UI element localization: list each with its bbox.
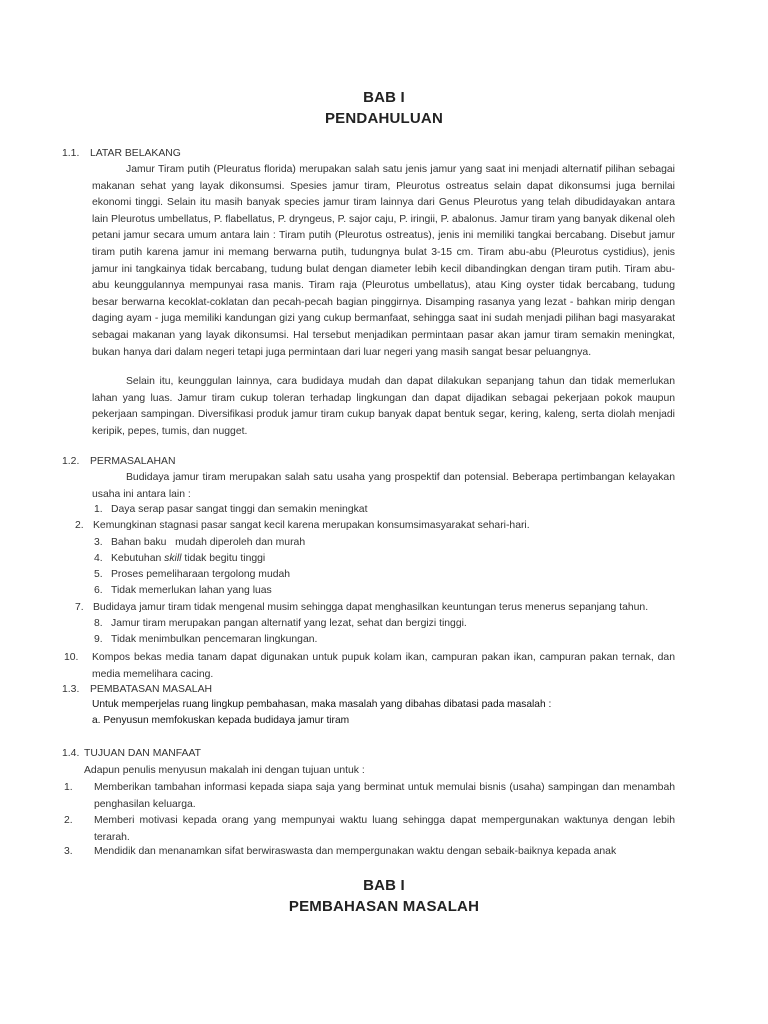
list-item: 4. Kebutuhan skill tidak begitu tinggi: [94, 553, 266, 564]
paragraph-text: Adapun penulis menyusun makalah ini dengan tujuan untuk :: [84, 765, 365, 776]
list-item: 1. Daya serap pasar sangat tinggi dan semakin meningkat: [94, 504, 368, 515]
list-item: 8. Jamur tiram merupakan pangan alternatif yang lezat, sehat dan bergizi tinggi.: [94, 618, 467, 629]
section-number: 1.4.: [62, 748, 80, 759]
section-title: LATAR BELAKANG: [90, 148, 181, 159]
chapter-label: BAB I: [363, 877, 405, 894]
chapter-title: PEMBAHASAN MASALAH: [288, 898, 480, 915]
section-number: 1.1.: [62, 148, 80, 159]
chapter-title: PENDAHULUAN: [324, 110, 444, 127]
section-number: 1.2.: [62, 456, 80, 467]
paragraph-text: a. Penyusun memfokuskan kepada budidaya jamur tiram: [92, 715, 350, 726]
section-title: TUJUAN DAN MANFAAT: [84, 748, 201, 759]
section-title: PERMASALAHAN: [90, 456, 176, 467]
paragraph: [92, 162, 675, 361]
section-heading-1-3: [62, 684, 212, 695]
section-heading-1-2: [62, 456, 175, 467]
list-item: 10. Kompos bekas media tanam dapat digunakan untuk pupuk kolam ikan, campuran pakan ikan, campuran pakan ternak, dan media memelihara cacing.: [64, 652, 675, 680]
paragraph-text: Untuk memperjelas ruang lingkup pembahasan, maka masalah yang dibahas dibatasi pada masalah :: [92, 699, 552, 710]
list-item: 9. Tidak menimbulkan pencemaran lingkungan.: [94, 634, 318, 645]
list-item: 3. Bahan baku mudah diperoleh dan murah: [94, 537, 306, 548]
list-item: 6. Tidak memerlukan lahan yang luas: [94, 585, 272, 596]
chapter-label: BAB I: [363, 89, 405, 106]
section-number: 1.3.: [62, 684, 80, 695]
list-item: 1. Memberikan tambahan informasi kepada siapa saja yang berminat untuk memulai bisnis (usaha) sampingan dan menambah penghasilan keluarga.: [64, 782, 675, 810]
paragraph-text: Selain itu, keunggulan lainnya, cara budidaya mudah dan dapat dilakukan sepanjang tahun dan tidak memerlukan lahan yang luas. Jamur tiram cukup toleran terhadap lingkungan dan dapat dijadikan sebagai pekerjaan pokok maupun pekerjaan sampingan. Diversifikasi produk jamur tiram cukup banyak dapat bentuk segar, kering, kaleng, serta diolah menjadi keripik, pepes, tumis, dan nugget.: [92, 376, 675, 437]
list-item: 7. Budidaya jamur tiram tidak mengenal musim sehingga dapat menghasilkan keuntungan terus menerus sepanjang tahun.: [75, 602, 649, 613]
list-item: 2. Kemungkinan stagnasi pasar sangat kecil karena merupakan konsumsimasyarakat sehari-hari.: [75, 520, 530, 531]
paragraph-text: Jamur Tiram putih (Pleuratus florida) merupakan salah satu jenis jamur yang saat ini menjadi alternatif pilihan sebagai makanan sehat yang layak dikonsumsi. Spesies jamur tiram, Pleurotus ostreatus selain dapat dikonsumsi juga bernilai ekonomi tinggi. Selain itu masih banyak species jamur tiram lainnya dari Genus Pleurotus yang telah dibudidayakan antara lain Pleurotus umbellatus, P. flabellatus, P. dryngeus, P. sajor caju, P. iringii, P. abalonus. Jamur tiram yang banyak dikenal oleh petani jamur secara umum antara lain : Tiram putih (Pleurotus ostreatus), jenis ini memiliki tangkai bercabang. Disebut jamur tiram putih karena jamur ini memang berwarna putih, tudungnya bulat 3-15 cm. Tiram abu-abu (Pleurotus cystidius), jenis jamur ini tangkainya tidak bercabang, tudung bulat dengan diameter lebih kecil dibandingkan dengan tiram putih. Tiram abu-abu keunggulannya mempunyai rasa manis. Tiram raja (Pleurotus umbellatus), atau King oyster tidak bercabang, tudung besar berwarna kecoklat-coklatan dan pecah-pecah bagian pinggirnya. Disamping rasanya yang lezat - bahkan mirip dengan daging ayam - juga memiliki kandungan gizi yang cukup bermanfaat, sehingga saat ini sudah menjadi pilihan bagi masyarakat sebagai makanan yang layak dikonsumsi. Hal tersebut menjadikan permintaan pasar akan jamur tiram semakin meningkat, bukan hanya dari dalam negeri tetapi juga permintaan dari luar negeri yang masih sangat besar peluangnya.: [92, 164, 675, 358]
paragraph: [92, 374, 675, 440]
section-heading-1-4: [62, 748, 201, 759]
list-item: 5. Proses pemeliharaan tergolong mudah: [94, 569, 291, 580]
paragraph: [92, 470, 675, 503]
section-heading-1-1: [62, 148, 181, 159]
list-item: 2. Memberi motivasi kepada orang yang mempunyai waktu luang sehingga dapat mempergunakan waktunya dengan lebih terarah.: [64, 815, 675, 843]
list-item: 3. Mendidik dan menanamkan sifat berwiraswasta dan mempergunakan waktu dengan sebaik-baiknya kepada anak: [64, 846, 617, 857]
section-title: PEMBATASAN MASALAH: [90, 684, 213, 695]
paragraph-text: Budidaya jamur tiram merupakan salah satu usaha yang prospektif dan potensial. Beberapa pertimbangan kelayakan usaha ini antara lain :: [92, 472, 675, 500]
